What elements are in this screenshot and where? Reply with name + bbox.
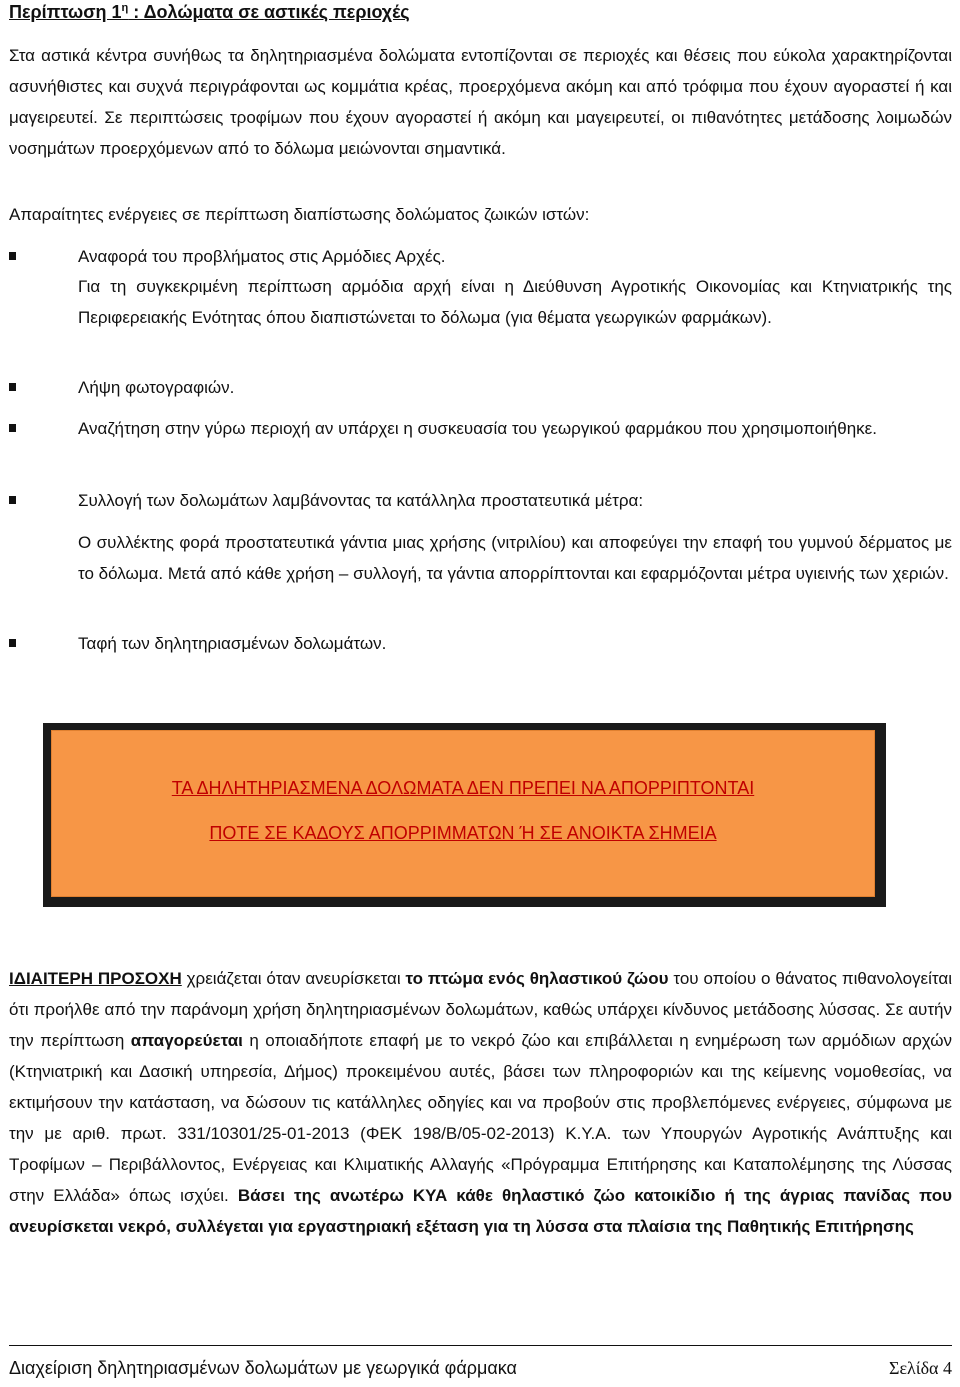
bullet-marker-icon xyxy=(9,639,16,647)
bullet-collection-detail: Ο συλλέκτης φορά προστατευτικά γάντια μιας χρήσης (νιτριλίου) και αποφεύγει την επαφή του γυμνού δέρματος με το δόλωμα. Μετά από κάθε χρήση – συλλογή, τα γάντια απορρίπτονται και εφαρμόζονται μέτρα υγιεινής των χεριών. xyxy=(78,533,952,583)
bullet-marker-icon xyxy=(9,383,16,391)
bullet-report: Αναφορά του προβλήματος στις Αρμόδιες Αρχές. xyxy=(9,241,952,272)
section-title: Περίπτωση $1^\eta$ : Δολώματα σε αστικές περιοχές xyxy=(9,2,410,22)
special-notice-label: ΙΔΙΑΙΤΕΡΗ ΠΡΟΣΟΧΗ xyxy=(9,969,182,988)
bullet-marker-icon xyxy=(9,496,16,504)
intro-paragraph: Στα αστικά κέντρα συνήθως τα δηλητηριασμένα δολώματα εντοπίζονται σε περιοχές και θέσεις που εύκολα χαρακτηρίζονται ασυνήθιστες και συχνά περιγράφονται ως κομμάτια κρέας, προερχόμενα ακόμη και από τρόφιμα που έχουν αγοραστεί ή και μαγειρευτεί. Σε περιπτώσεις τροφίμων που έχουν αγοραστεί ή ακόμη και μαγειρευτεί, οι πιθανότητες μετάδοσης λοιμωδών νοσημάτων προερχόμενων από το δόλωμα μειώνονται σημαντικά. xyxy=(9,46,952,158)
bullet-search-package: Αναζήτηση στην γύρω περιοχή αν υπάρχει η συσκευασία του γεωργικού φαρμάκου που χρησιμοποιήθηκε. xyxy=(9,413,952,444)
warning-box xyxy=(51,730,875,897)
actions-heading: Απαραίτητες ενέργειες σε περίπτωση διαπίστωσης δολώματος ζωικών ιστών: xyxy=(9,205,590,224)
bullet-marker-icon xyxy=(9,424,16,432)
bullet-marker-icon xyxy=(9,252,16,260)
bullet-collection: Συλλογή των δολωμάτων λαμβάνοντας τα κατάλληλα προστατευτικά μέτρα: xyxy=(9,485,952,516)
special-notice-paragraph: ΙΔΙΑΙΤΕΡΗ ΠΡΟΣΟΧΗ χρειάζεται όταν ανευρίσκεται το πτώμα ενός θηλαστικού ζώου του οποίου ο θάνατος πιθανολογείται ότι προήλθε από την παράνομη χρήση δηλητηριασμένων δολωμάτων, καθώς υπάρχει κίνδυνος μετάδοσης λύσσας. Σε αυτήν την περίπτωση απαγορεύεται η οποιαδήποτε επαφή με το νεκρό ζώο και επιβάλλεται η ενημέρωση των αρμόδιων αρχών (Κτηνιατρική και Δασική υπηρεσία, Δήμος) προκειμένου αυτές, βάσει των πληροφοριών και της κείμενης νομοθεσίας, να εκτιμήσουν την κατάσταση, να δώσουν τις κατάλληλες οδηγίες και να προβούν στις προβλεπόμενες ενέργειες, σύμφωνα με την με αριθ. πρωτ. 331/10301/25-01-2013 (ΦΕΚ 198/Β/05-02-2013) Κ.Υ.Α. των Υπουργών Αγροτικής Ανάπτυξης και Τροφίμων – Περιβάλλοντος, Ενέργειας και Κλιματικής Αλλαγής «Πρόγραμμα Επιτήρησης και Καταπολέμησης της Λύσσας στην Ελλάδα» όπως ισχύει. Βάσει της ανωτέρω ΚΥΑ κάθε θηλαστικό ζώο κατοικίδιο ή της άγριας πανίδας που ανευρίσκεται νεκρό, συλλέγεται για εργαστηριακή εξέταση για τη λύσσα στα πλαίσια της Παθητικής Επιτήρησης xyxy=(9,969,952,1236)
warning-line-2: ΠΟΤΕ ΣΕ ΚΑΔΟΥΣ ΑΠΟΡΡΙΜΜΑΤΩΝ Ή ΣΕ ΑΝΟΙΚΤΑ ΣΗΜΕΙΑ xyxy=(209,823,717,843)
footer-page-number: Σελίδα 4 xyxy=(888,1358,952,1378)
warning-line-1: ΤΑ ΔΗΛΗΤΗΡΙΑΣΜΕΝΑ ΔΟΛΩΜΑΤΑ ΔΕΝ ΠΡΕΠΕΙ ΝΑ ΑΠΟΡΡΙΠΤΟΝΤΑΙ xyxy=(171,778,755,798)
bullet-report-detail: Για τη συγκεκριμένη περίπτωση αρμόδια αρχή είναι η Διεύθυνση Αγροτικής Οικονομίας και Κτηνιατρικής της Περιφερειακής Ενότητας όπου διαπιστώνεται το δόλωμα (για θέματα γεωργικών φαρμάκων). xyxy=(78,277,952,327)
bullet-burial: Ταφή των δηλητηριασμένων δολωμάτων. xyxy=(9,628,952,659)
footer-divider xyxy=(9,1345,952,1346)
footer-document-title: Διαχείριση δηλητηριασμένων δολωμάτων με γεωργικά φάρμακα xyxy=(9,1358,517,1378)
bullet-photos: Λήψη φωτογραφιών. xyxy=(9,372,952,403)
